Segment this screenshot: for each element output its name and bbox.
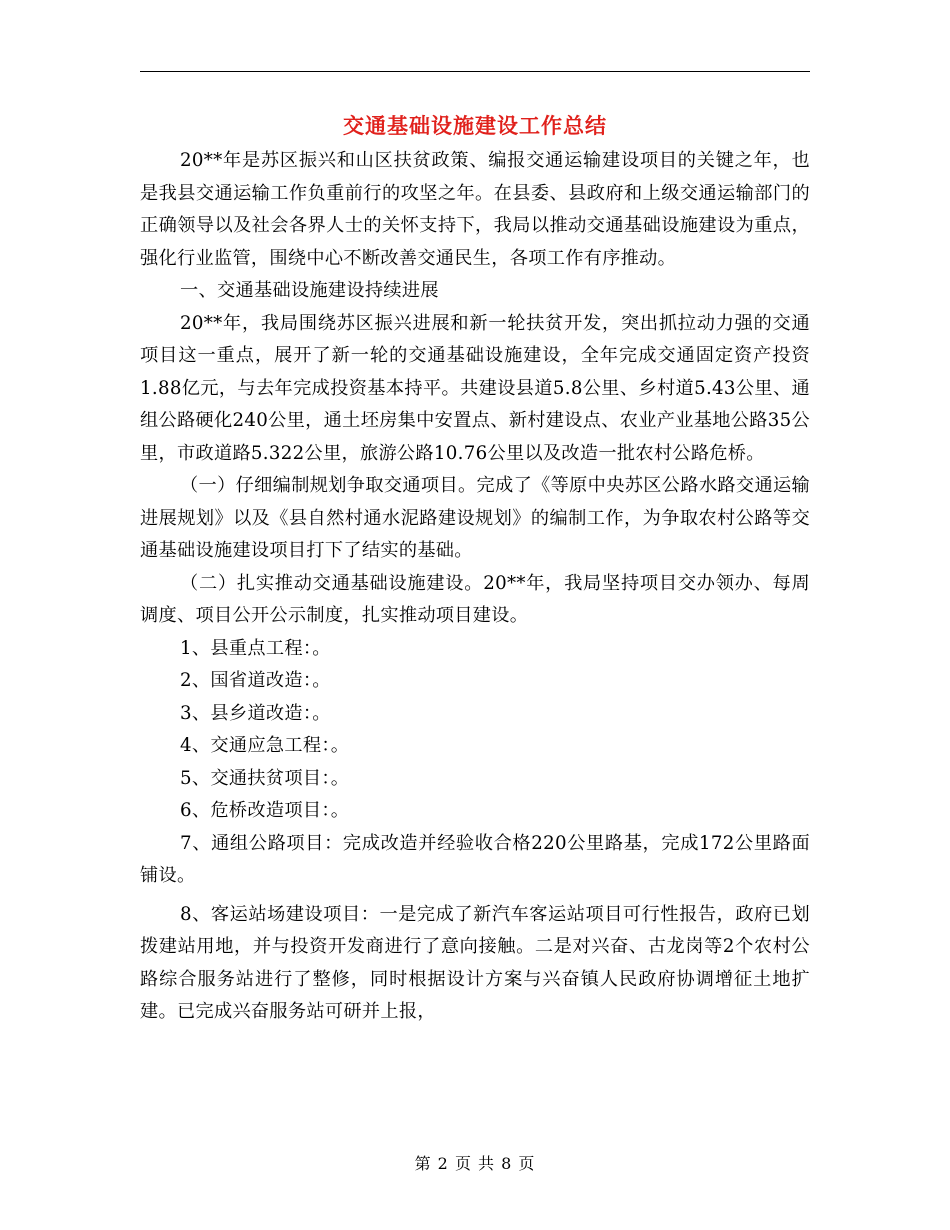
list-item: 3、县乡道改造：。 bbox=[180, 702, 331, 724]
page-number: 第 2 页 共 8 页 bbox=[414, 1154, 536, 1173]
document-title: 交通基础设施建设工作总结 bbox=[343, 113, 607, 138]
paragraph-summary: 20**年，我局围绕苏区振兴进展和新一轮扶贫开发，突出抓拉动力强的交通项目这一重点，展开了新一轮的交通基础设施建设，全年完成交通固定资产投资1.88亿元，与去年完成投资基本持平。共建设县道5.8公里、乡村道5.43公里、通组公路硬化240公里，通土坯房集中安置点、新村建设点、农业产业基地公路35公里，市政道路5.322公里，旅游公路10.76公里以及改造一批农村公路危桥。 bbox=[140, 312, 810, 464]
list-item: 8、客运站场建设项目：一是完成了新汽车客运站项目可行性报告，政府已划拨建站用地，并与投资开发商进行了意向接触。二是对兴奋、古龙岗等2个农村公路综合服务站进行了整修，同时根据设计方案与兴奋镇人民政府协调增征土地扩建。已完成兴奋服务站可研并上报， bbox=[140, 903, 810, 1022]
document-body bbox=[140, 145, 810, 1029]
section-heading-1: 一、交通基础设施建设持续进展 bbox=[180, 280, 439, 301]
list-item: 7、通组公路项目：完成改造并经验收合格220公里路基，完成172公里路面铺设。 bbox=[140, 832, 810, 886]
list-item: 6、危桥改造项目：。 bbox=[180, 800, 350, 821]
list-item: 1、县重点工程：。 bbox=[180, 637, 331, 659]
list-item: 2、国省道改造：。 bbox=[180, 670, 331, 691]
header-rule bbox=[140, 71, 810, 72]
list-item: 4、交通应急工程：。 bbox=[180, 735, 350, 756]
paragraph-planning: （一）仔细编制规划争取交通项目。完成了《等原中央苏区公路水路交通运输进展规划》以及《县自然村通水泥路建设规划》的编制工作，为争取农村公路等交通基础设施建设项目打下了结实的基础。 bbox=[140, 475, 810, 561]
list-item: 5、交通扶贫项目：。 bbox=[180, 767, 350, 789]
paragraph-intro: 20**年是苏区振兴和山区扶贫政策、编报交通运输建设项目的关键之年，也是我县交通运输工作负重前行的攻坚之年。在县委、县政府和上级交通运输部门的正确领导以及社会各界人士的关怀支持下，我局以推动交通基础设施建设为重点，强化行业监管，围绕中心不断改善交通民生，各项工作有序推动。 bbox=[140, 150, 810, 269]
paragraph-construction: （二）扎实推动交通基础设施建设。20**年，我局坚持项目交办领办、每周调度、项目公开公示制度，扎实推动项目建设。 bbox=[140, 572, 810, 626]
